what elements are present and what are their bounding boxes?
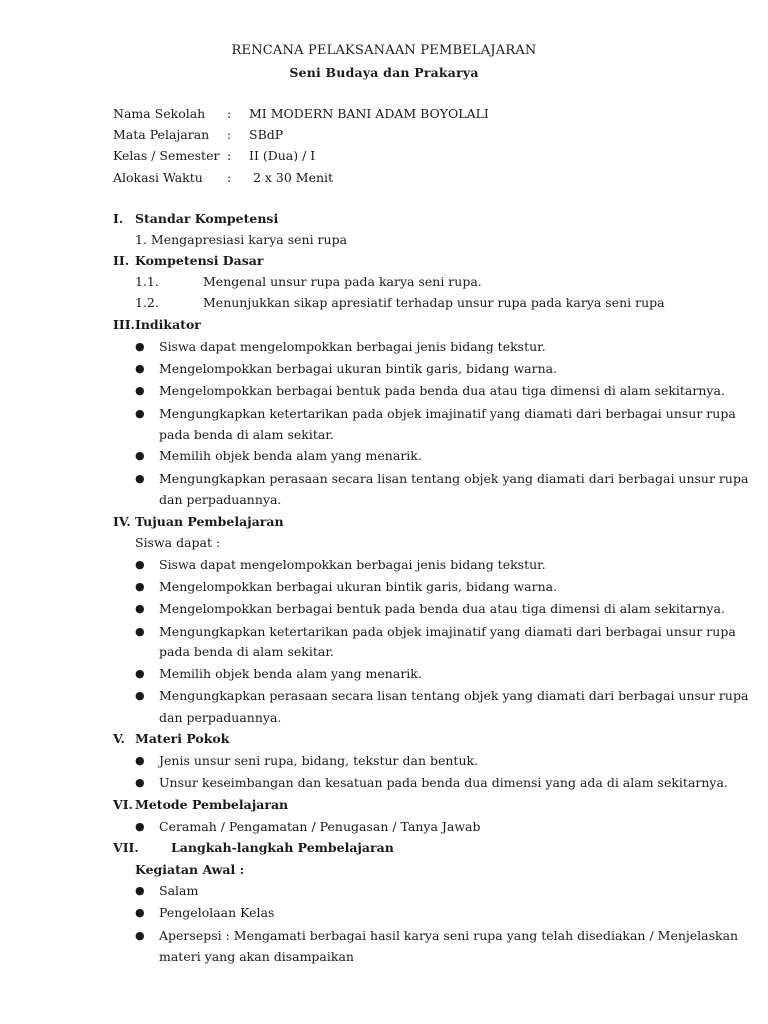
info-value: II (Dua) / I bbox=[249, 148, 316, 163]
info-label: Alokasi Waktu bbox=[113, 170, 203, 185]
section-number: V. bbox=[113, 731, 125, 746]
section-number: III. bbox=[113, 317, 135, 332]
bullet-icon: ● bbox=[135, 906, 145, 919]
document-subtitle: Seni Budaya dan Prakarya bbox=[289, 65, 479, 80]
list-item-text: dan perpaduannya. bbox=[159, 710, 282, 725]
list-item-text: Pengelolaan Kelas bbox=[159, 905, 275, 920]
bullet-icon: ● bbox=[135, 667, 145, 680]
item-number: 1.1. bbox=[135, 274, 159, 289]
bullet-icon: ● bbox=[135, 689, 145, 702]
list-item-text: Mengungkapkan perasaan secara lisan tentang objek yang diamati dari berbagai unsur rupa bbox=[159, 688, 749, 703]
bullet-icon: ● bbox=[135, 580, 145, 593]
bullet-icon: ● bbox=[135, 340, 145, 353]
list-item-text: dan perpaduannya. bbox=[159, 492, 282, 507]
list-item-text: Mengungkapkan ketertarikan pada objek imajinatif yang diamati dari berbagai unsur rupa bbox=[159, 624, 736, 639]
info-colon: : bbox=[227, 148, 232, 163]
list-item-text: Apersepsi : Mengamati berbagai hasil karya seni rupa yang telah disediakan / Menjelaskan bbox=[159, 928, 739, 943]
section-title: Kompetensi Dasar bbox=[135, 253, 264, 268]
info-label: Kelas / Semester bbox=[113, 148, 220, 163]
list-item-text: Memilih objek benda alam yang menarik. bbox=[159, 666, 422, 681]
item-text: Menunjukkan sikap apresiatif terhadap unsur rupa pada karya seni rupa bbox=[203, 295, 665, 310]
list-item-text: Mengungkapkan ketertarikan pada objek imajinatif yang diamati dari berbagai unsur rupa bbox=[159, 406, 736, 421]
bullet-icon: ● bbox=[135, 472, 145, 485]
bullet-icon: ● bbox=[135, 449, 145, 462]
list-item-text: Mengelompokkan berbagai bentuk pada benda dua atau tiga dimensi di alam sekitarnya. bbox=[159, 383, 725, 398]
document-title: RENCANA PELAKSANAAN PEMBELAJARAN bbox=[231, 43, 537, 58]
section-title: Langkah-langkah Pembelajaran bbox=[171, 840, 394, 855]
bullet-icon: ● bbox=[135, 407, 145, 420]
section-number: I. bbox=[113, 211, 124, 226]
list-item-text: Jenis unsur seni rupa, bidang, tekstur dan bentuk. bbox=[159, 753, 479, 768]
section-number: VII. bbox=[113, 840, 139, 855]
list-item-text: pada benda di alam sekitar. bbox=[159, 427, 334, 442]
list-item-text: Siswa dapat mengelompokkan berbagai jenis bidang tekstur. bbox=[159, 339, 546, 354]
section-title: Materi Pokok bbox=[135, 731, 230, 746]
bullet-icon: ● bbox=[135, 754, 145, 767]
list-item-text: Mengelompokkan berbagai ukuran bintik garis, bidang warna. bbox=[159, 361, 558, 376]
bullet-icon: ● bbox=[135, 384, 145, 397]
info-value: MI MODERN BANI ADAM BOYOLALI bbox=[249, 106, 489, 121]
list-item-text: Unsur keseimbangan dan kesatuan pada benda dua dimensi yang ada di alam sekitarnya. bbox=[159, 775, 728, 790]
list-item-text: Mengelompokkan berbagai ukuran bintik garis, bidang warna. bbox=[159, 579, 558, 594]
list-item-text: Siswa dapat mengelompokkan berbagai jenis bidang tekstur. bbox=[159, 557, 546, 572]
list-item-text: Mengungkapkan perasaan secara lisan tentang objek yang diamati dari berbagai unsur rupa bbox=[159, 471, 749, 486]
bullet-icon: ● bbox=[135, 776, 145, 789]
section-intro: Siswa dapat : bbox=[135, 535, 221, 550]
list-item-text: Salam bbox=[159, 883, 199, 898]
list-item-text: materi yang akan disampaikan bbox=[159, 949, 354, 964]
list-item-text: pada benda di alam sekitar. bbox=[159, 644, 334, 659]
item-text: Mengenal unsur rupa pada karya seni rupa. bbox=[203, 274, 482, 289]
bullet-icon: ● bbox=[135, 820, 145, 833]
section-number: IV. bbox=[113, 514, 131, 529]
bullet-icon: ● bbox=[135, 884, 145, 897]
section-title: Standar Kompetensi bbox=[135, 211, 279, 226]
info-label: Mata Pelajaran bbox=[113, 127, 210, 142]
section-number: VI. bbox=[113, 797, 133, 812]
section-title: Indikator bbox=[135, 317, 201, 332]
item-number: 1.2. bbox=[135, 295, 159, 310]
bullet-icon: ● bbox=[135, 558, 145, 571]
info-value: 2 x 30 Menit bbox=[249, 170, 334, 185]
section-title: Metode Pembelajaran bbox=[135, 797, 289, 812]
bullet-icon: ● bbox=[135, 602, 145, 615]
competency-item: 1. Mengapresiasi karya seni rupa bbox=[135, 232, 348, 247]
section-title: Tujuan Pembelajaran bbox=[135, 514, 284, 529]
info-colon: : bbox=[227, 170, 232, 185]
section-number: II. bbox=[113, 253, 130, 268]
info-colon: : bbox=[227, 127, 232, 142]
info-colon: : bbox=[227, 106, 232, 121]
subheading-kegiatan-awal: Kegiatan Awal : bbox=[135, 862, 245, 877]
bullet-icon: ● bbox=[135, 625, 145, 638]
info-label: Nama Sekolah bbox=[113, 106, 206, 121]
bullet-icon: ● bbox=[135, 929, 145, 942]
bullet-icon: ● bbox=[135, 362, 145, 375]
info-value: SBdP bbox=[249, 127, 284, 142]
list-item-text: Memilih objek benda alam yang menarik. bbox=[159, 448, 422, 463]
list-item-text: Ceramah / Pengamatan / Penugasan / Tanya Jawab bbox=[159, 819, 481, 834]
list-item-text: Mengelompokkan berbagai bentuk pada benda dua atau tiga dimensi di alam sekitarnya. bbox=[159, 601, 725, 616]
